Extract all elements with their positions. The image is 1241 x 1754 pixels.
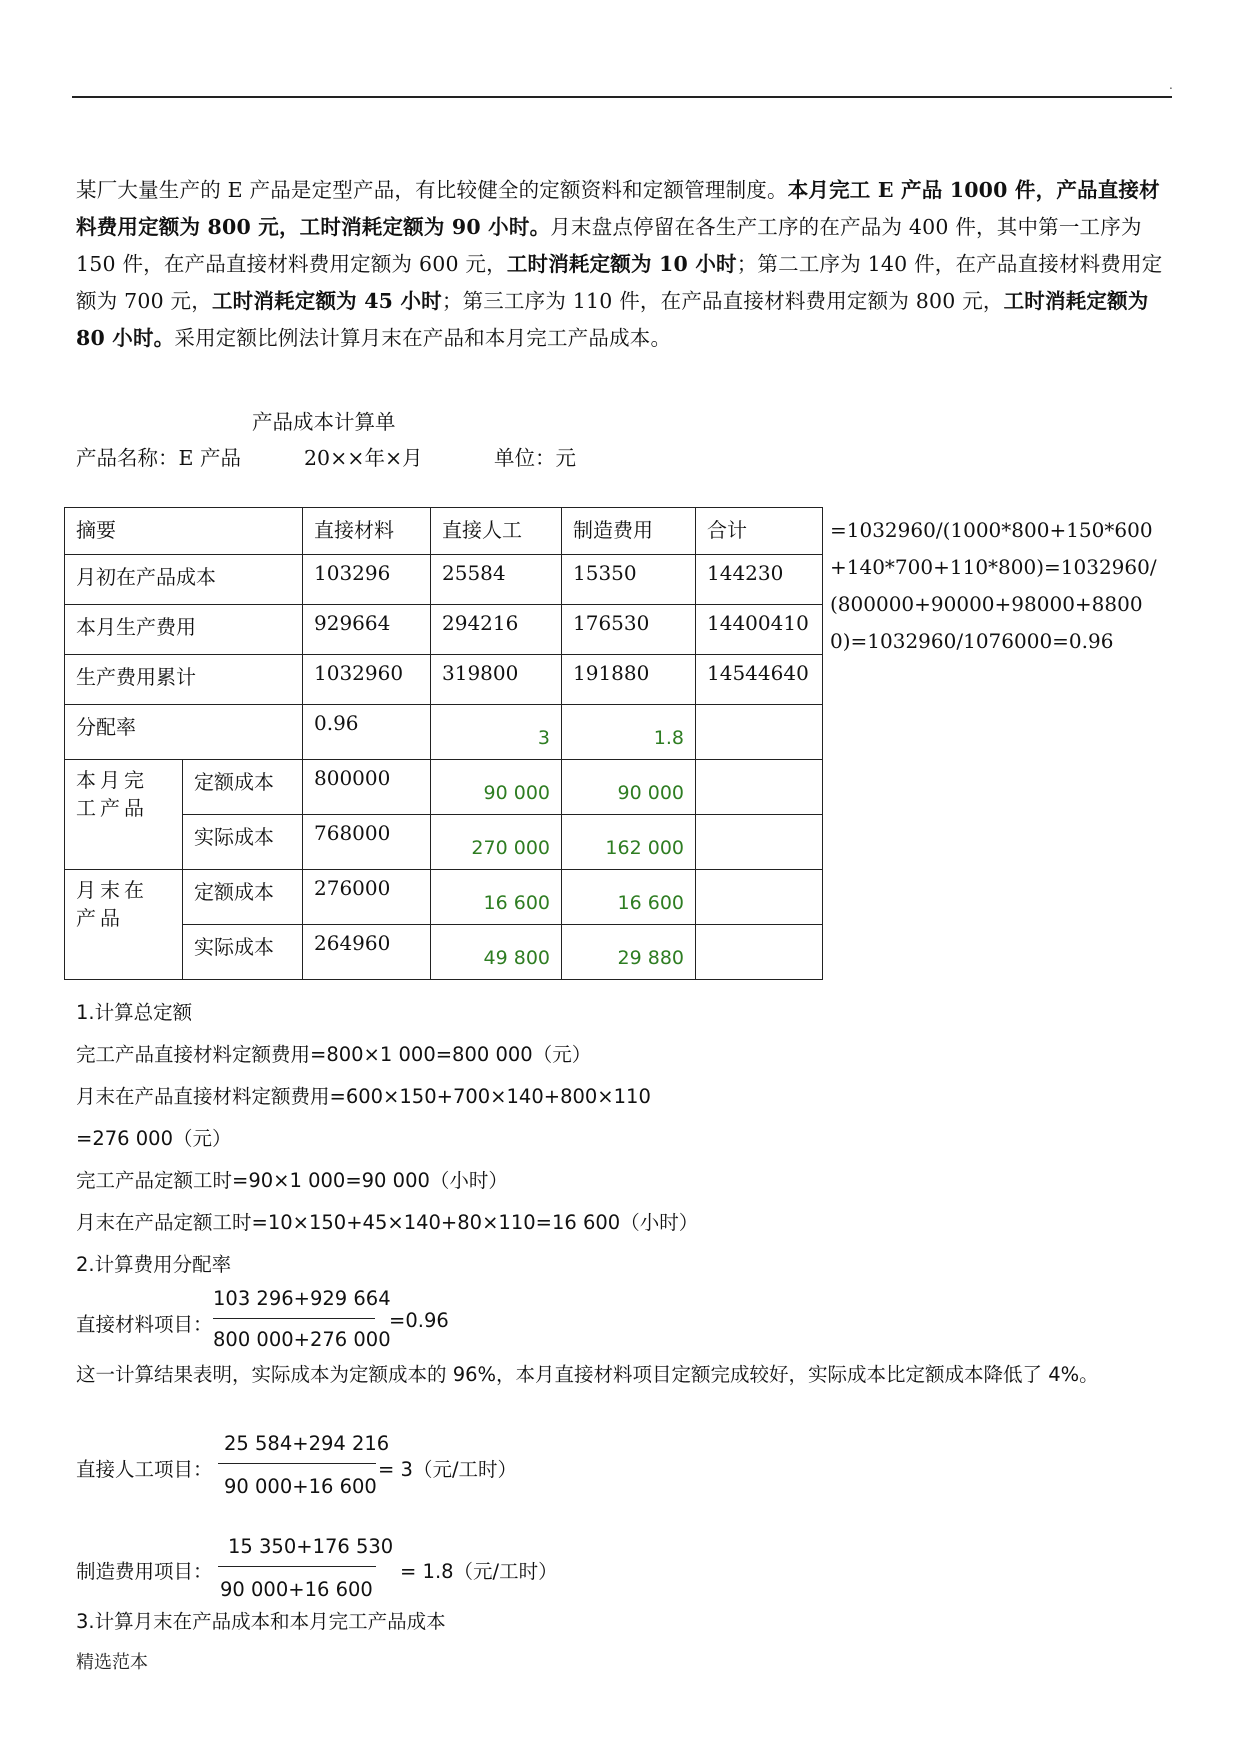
table-header-row bbox=[65, 508, 823, 555]
labor-fraction-bar bbox=[218, 1463, 376, 1464]
sub-label: 实际成本 bbox=[183, 815, 303, 870]
sub-label: 实际成本 bbox=[183, 925, 303, 980]
cell-total: 144230 bbox=[696, 555, 823, 605]
header-overhead: 制造费用 bbox=[562, 508, 696, 555]
group-label-wip: 月末在产品 bbox=[65, 870, 183, 980]
cost-table bbox=[64, 507, 823, 980]
cell-labor: 90 000 bbox=[431, 760, 562, 815]
overhead-result: = 1.8（元/工时） bbox=[400, 1560, 558, 1583]
side-calculation: =1032960/(1000*800+150*600+140*700+110*800)=1032960/(800000+90000+98000+88000)=1032960/1076000=0.96 bbox=[830, 518, 1157, 653]
cell-total: 14400410 bbox=[696, 605, 823, 655]
header-summary: 摘要 bbox=[65, 508, 303, 555]
cell-overhead: 16 600 bbox=[562, 870, 696, 925]
problem-text-4: ；第三工序为 110 件，在产品直接材料费用定额为 800 元， bbox=[441, 289, 1004, 313]
cell-labor: 49 800 bbox=[431, 925, 562, 980]
header-rule bbox=[72, 96, 1172, 98]
problem-text-5: 采用定额比例法计算月末在产品和本月完工产品成本。 bbox=[174, 326, 672, 350]
calc-line-5: 月末在产品定额工时=10×150+45×140+80×110=16 600（小时） bbox=[76, 1211, 699, 1234]
header-material: 直接材料 bbox=[303, 508, 431, 555]
step1-heading: 1.计算总定额 bbox=[76, 1001, 193, 1024]
cell-total bbox=[696, 815, 823, 870]
material-fraction-bar bbox=[213, 1318, 375, 1319]
cell-material: 800000 bbox=[303, 760, 431, 815]
calc-line-3: =276 000（元） bbox=[76, 1127, 232, 1150]
material-note: 这一计算结果表明，实际成本为定额成本的 96%，本月直接材料项目定额完成较好，实际成本比定额成本降低了 4%。 bbox=[76, 1363, 1099, 1386]
cell-overhead: 29 880 bbox=[562, 925, 696, 980]
sub-label: 定额成本 bbox=[183, 870, 303, 925]
cell-labor: 294216 bbox=[431, 605, 562, 655]
overhead-label: 制造费用项目： bbox=[76, 1560, 213, 1583]
cell-overhead: 162 000 bbox=[562, 815, 696, 870]
table-row bbox=[65, 870, 823, 925]
table-row bbox=[65, 705, 823, 760]
meta-unit: 单位：元 bbox=[494, 446, 576, 470]
overhead-numerator: 15 350+176 530 bbox=[228, 1535, 394, 1558]
row-label: 月初在产品成本 bbox=[65, 555, 303, 605]
cell-labor: 16 600 bbox=[431, 870, 562, 925]
labor-result: = 3（元/工时） bbox=[378, 1458, 518, 1481]
step2-heading: 2.计算费用分配率 bbox=[76, 1253, 232, 1276]
footer-label: 精选范本 bbox=[76, 1652, 148, 1673]
cell-material: 264960 bbox=[303, 925, 431, 980]
cell-total: 14544640 bbox=[696, 655, 823, 705]
calc-line-1: 完工产品直接材料定额费用=800×1 000=800 000（元） bbox=[76, 1043, 592, 1066]
cell-overhead: 15350 bbox=[562, 555, 696, 605]
table-meta bbox=[76, 441, 576, 471]
table-row bbox=[65, 555, 823, 605]
cell-overhead: 90 000 bbox=[562, 760, 696, 815]
table-row bbox=[65, 760, 823, 815]
problem-bold-4: 工时消耗定额为 80 小时。 bbox=[76, 289, 1149, 350]
labor-denominator: 90 000+16 600 bbox=[224, 1475, 377, 1498]
problem-statement bbox=[76, 172, 1172, 357]
cell-material: 1032960 bbox=[303, 655, 431, 705]
sub-label: 定额成本 bbox=[183, 760, 303, 815]
labor-label: 直接人工项目： bbox=[76, 1458, 213, 1481]
problem-text-1: 某厂大量生产的 E 产品是定型产品，有比较健全的定额资料和定额管理制度。 bbox=[76, 178, 788, 202]
problem-text-2: 月末盘点停留在各生产工序的在产品为 400 件，其中第一工序为 150 件，在产品直接材料费用定额为 600 元， bbox=[76, 215, 1142, 276]
cell-overhead: 191880 bbox=[562, 655, 696, 705]
cell-labor: 25584 bbox=[431, 555, 562, 605]
cell-labor: 3 bbox=[431, 705, 562, 760]
material-denominator: 800 000+276 000 bbox=[213, 1328, 391, 1351]
header-mark: . bbox=[1169, 78, 1173, 92]
cell-material: 0.96 bbox=[303, 705, 431, 760]
cell-material: 276000 bbox=[303, 870, 431, 925]
problem-bold-1: 本月完工 E 产品 1000 件，产品直接材料费用定额为 800 元，工时消耗定额为 90 小时。 bbox=[76, 178, 1160, 239]
meta-product: 产品名称：E 产品 bbox=[76, 446, 241, 470]
cell-overhead: 1.8 bbox=[562, 705, 696, 760]
cell-material: 103296 bbox=[303, 555, 431, 605]
calc-line-4: 完工产品定额工时=90×1 000=90 000（小时） bbox=[76, 1169, 508, 1192]
problem-text-3: ；第二工序为 140 件，在产品直接材料费用定额为 700 元， bbox=[76, 252, 1163, 313]
header-total: 合计 bbox=[696, 508, 823, 555]
problem-bold-2: 工时消耗定额为 10 小时 bbox=[506, 252, 737, 276]
overhead-fraction-bar bbox=[218, 1566, 376, 1567]
table-title: 产品成本计算单 bbox=[252, 410, 396, 434]
cell-material: 929664 bbox=[303, 605, 431, 655]
table-row bbox=[65, 605, 823, 655]
row-label: 本月生产费用 bbox=[65, 605, 303, 655]
cell-material: 768000 bbox=[303, 815, 431, 870]
table-row bbox=[65, 655, 823, 705]
row-label: 分配率 bbox=[65, 705, 303, 760]
labor-numerator: 25 584+294 216 bbox=[224, 1432, 390, 1455]
row-label: 生产费用累计 bbox=[65, 655, 303, 705]
step3-heading: 3.计算月末在产品成本和本月完工产品成本 bbox=[76, 1610, 446, 1633]
group-label-finished: 本月完工产品 bbox=[65, 760, 183, 870]
material-label: 直接材料项目： bbox=[76, 1313, 213, 1336]
material-numerator: 103 296+929 664 bbox=[213, 1287, 391, 1310]
meta-period: 20××年×月 bbox=[304, 446, 423, 470]
cell-total bbox=[696, 760, 823, 815]
cell-total bbox=[696, 705, 823, 760]
calc-line-2: 月末在产品直接材料定额费用=600×150+700×140+800×110 bbox=[76, 1085, 651, 1108]
cell-labor: 270 000 bbox=[431, 815, 562, 870]
header-labor: 直接人工 bbox=[431, 508, 562, 555]
cell-total bbox=[696, 870, 823, 925]
cell-overhead: 176530 bbox=[562, 605, 696, 655]
cell-labor: 319800 bbox=[431, 655, 562, 705]
problem-bold-3: 工时消耗定额为 45 小时 bbox=[211, 289, 442, 313]
overhead-denominator: 90 000+16 600 bbox=[220, 1578, 373, 1601]
cell-total bbox=[696, 925, 823, 980]
material-result: =0.96 bbox=[389, 1309, 449, 1332]
